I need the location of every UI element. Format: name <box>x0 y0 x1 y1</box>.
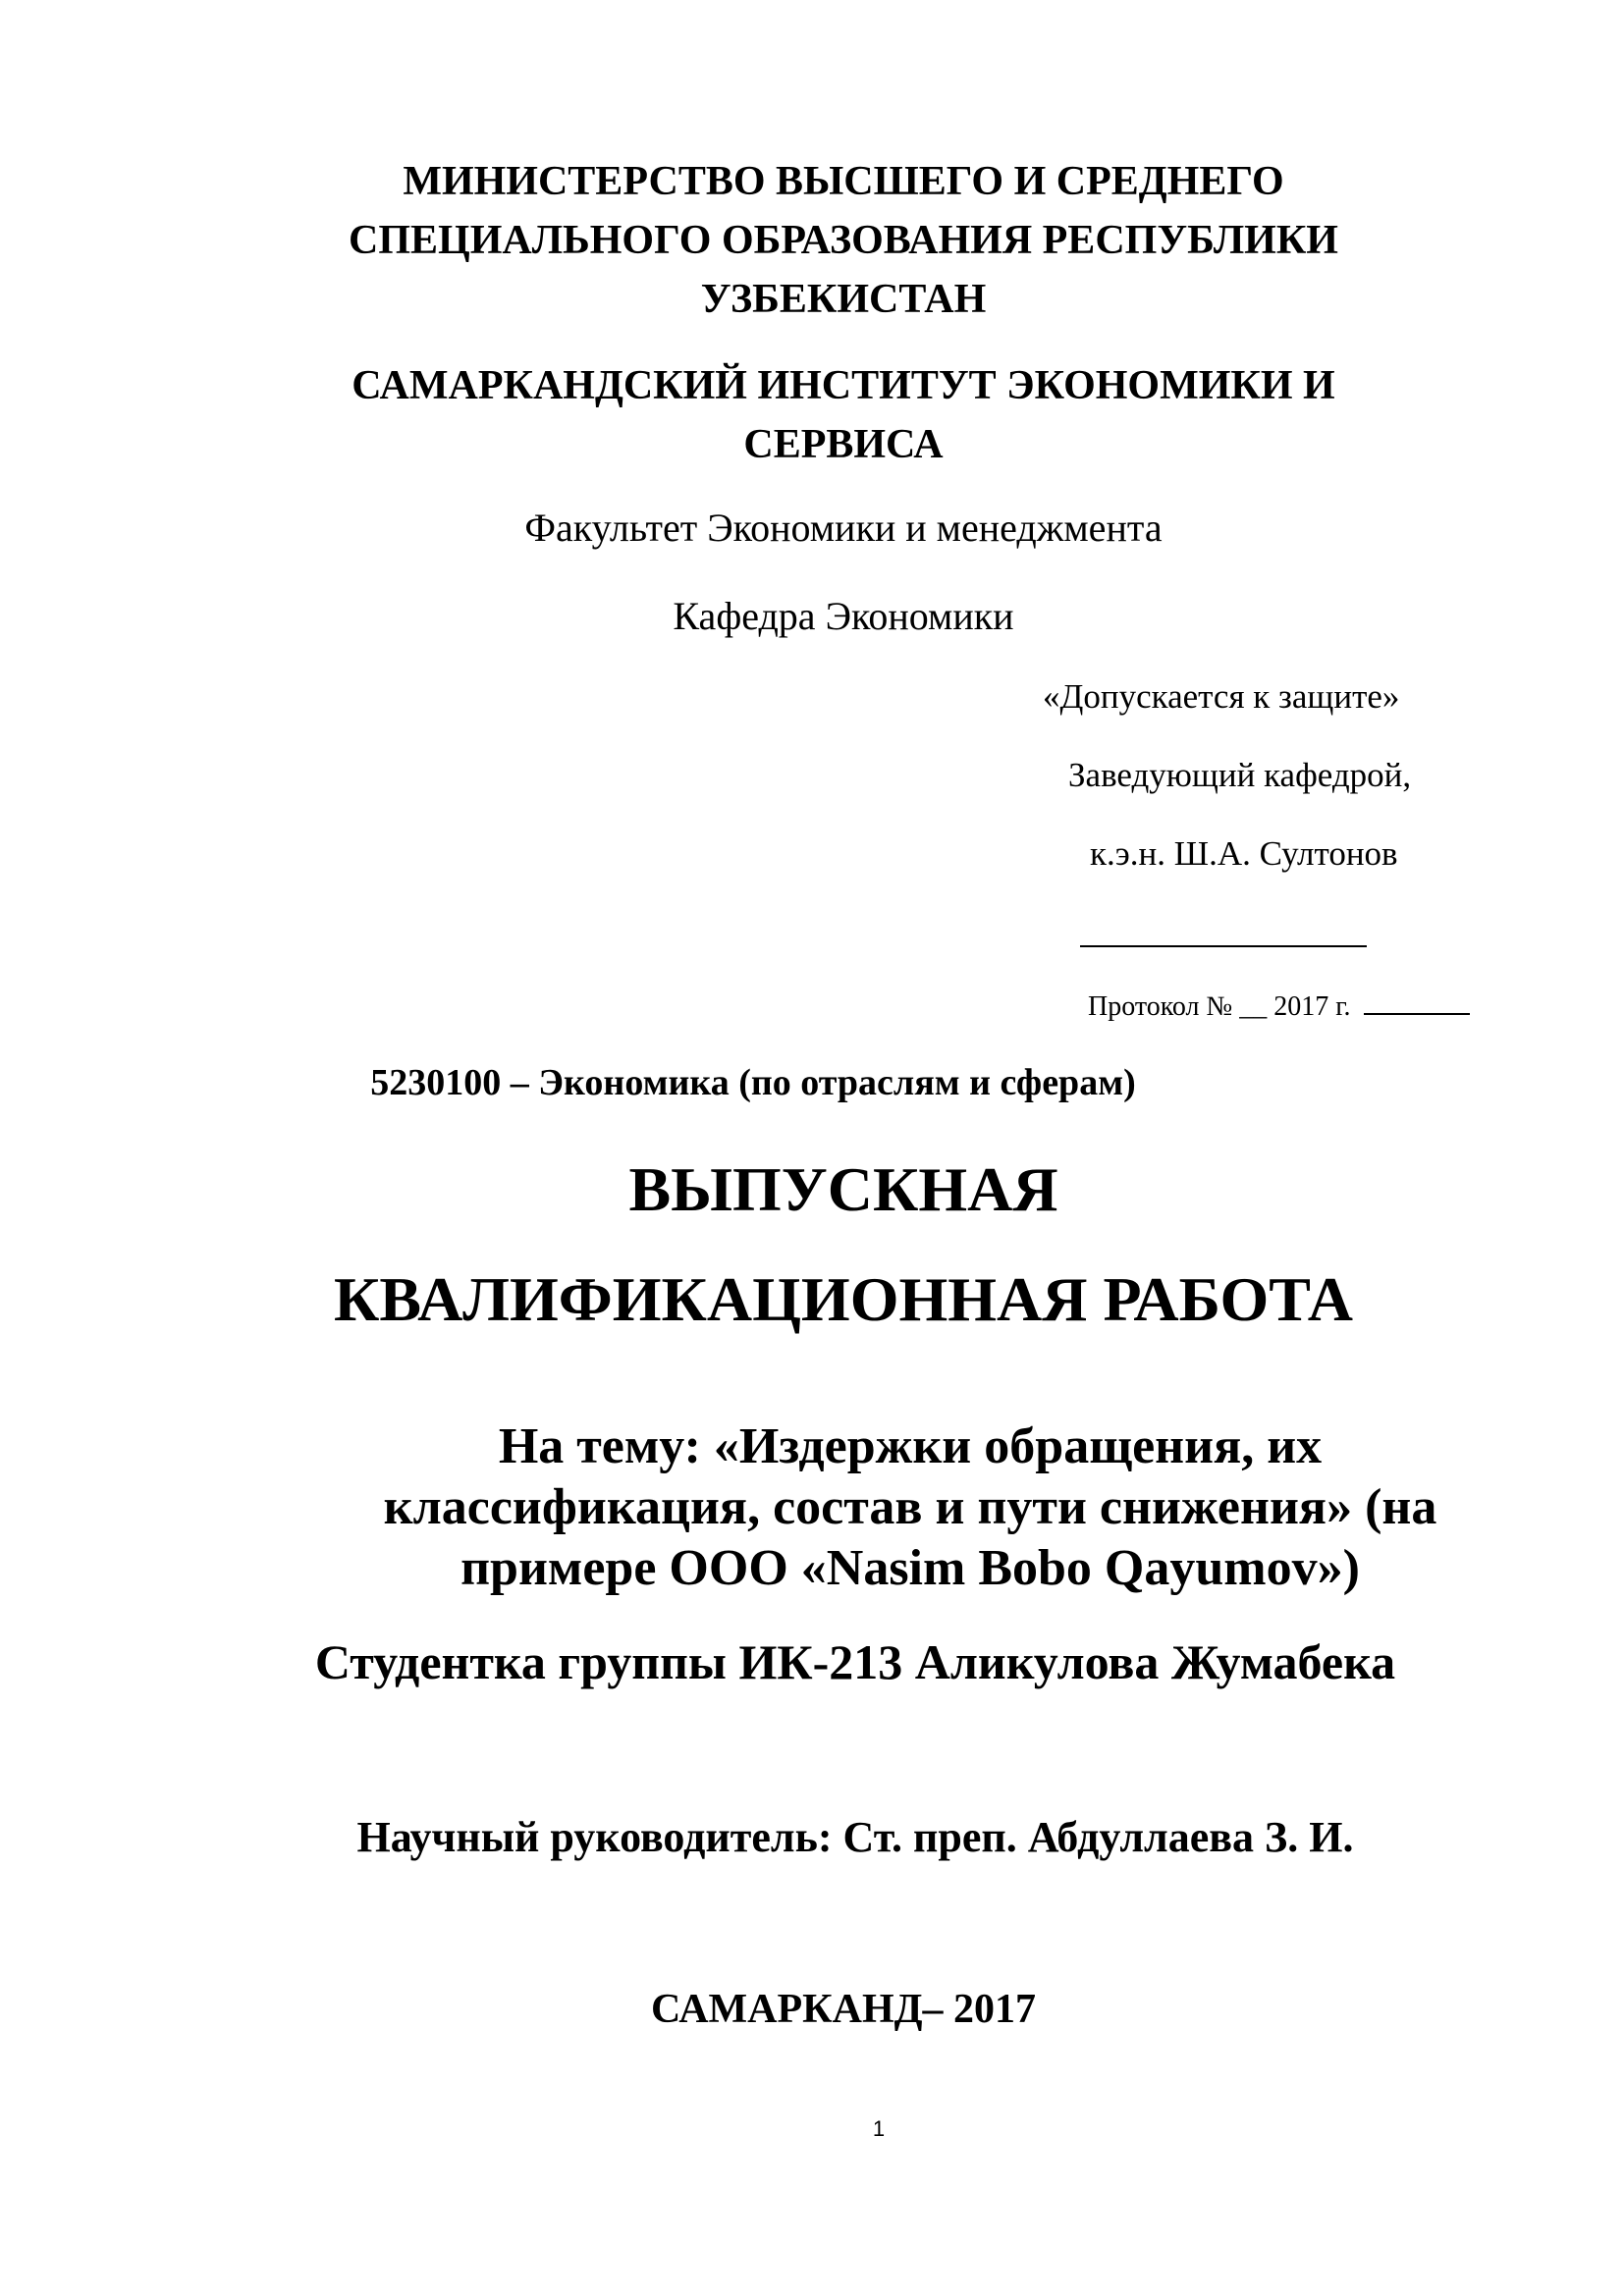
ministry-line-3: УЗБЕКИСТАН <box>700 277 987 322</box>
signature-line <box>1080 945 1367 947</box>
ministry-line-2: СПЕЦИАЛЬНОГО ОБРАЗОВАНИЯ РЕСПУБЛИКИ <box>349 218 1338 263</box>
topic-line-3: примере ООО «Nasim Bobo Qayumov») <box>460 1540 1360 1596</box>
protocol-text: Протокол № __ 2017 г. <box>1088 991 1351 1022</box>
topic-line-2: классификация, состав и пути снижения» (на <box>383 1479 1437 1535</box>
department: Кафедра Экономики <box>673 594 1014 638</box>
head-of-department-name: к.э.н. Ш.А. Султонов <box>1090 834 1398 873</box>
work-type-line-1: ВЫПУСКНАЯ <box>628 1154 1058 1224</box>
work-type-line-2: КВАЛИФИКАЦИОННАЯ РАБОТА <box>334 1264 1353 1334</box>
head-of-department-title: Заведующий кафедрой, <box>1068 756 1412 794</box>
protocol <box>1088 993 1470 1021</box>
student: Студентка группы ИК-213 Аликулова Жумабека <box>314 1634 1396 1689</box>
supervisor: Научный руководитель: Ст. преп. Абдуллаева З. И. <box>356 1813 1354 1861</box>
ministry-line-1: МИНИСТЕРСТВО ВЫСШЕГО И СРЕДНЕГО <box>403 159 1284 204</box>
protocol-date-line <box>1364 1013 1470 1015</box>
institute-line-1: САМАРКАНДСКИЙ ИНСТИТУТ ЭКОНОМИКИ И <box>352 363 1335 408</box>
institute-line-2: СЕРВИСА <box>743 422 944 467</box>
city-year: САМАРКАНД– 2017 <box>650 1987 1037 2032</box>
page-number: 1 <box>872 2116 886 2141</box>
topic-line-1: На тему: «Издержки обращения, их <box>498 1418 1323 1474</box>
faculty: Факультет Экономики и менеджмента <box>524 506 1163 550</box>
admitted-to-defense: «Допускается к защите» <box>1043 677 1400 716</box>
specialty: 5230100 – Экономика (по отраслям и сферам) <box>370 1062 1136 1103</box>
